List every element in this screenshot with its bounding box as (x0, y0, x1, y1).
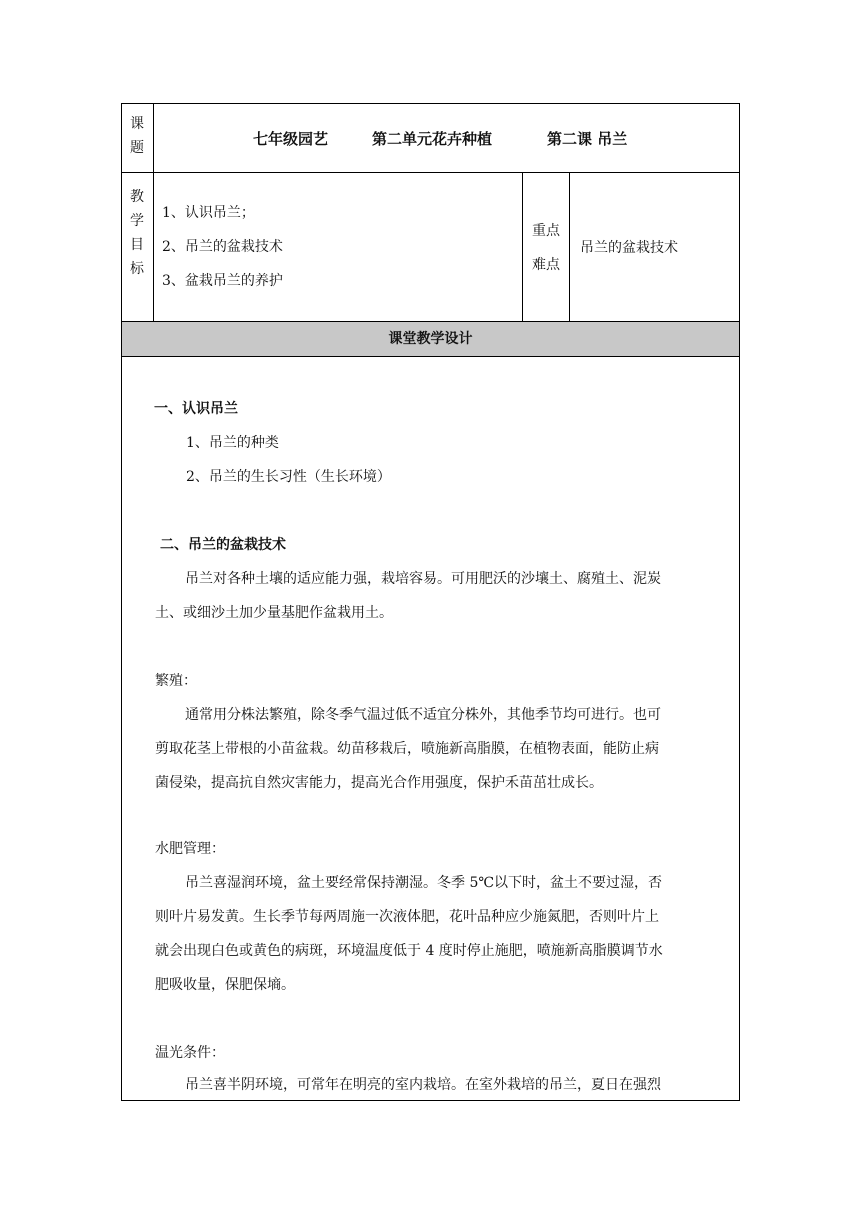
light-line-1: 吊兰喜半阴环境，可常年在明亮的室内栽培。在室外栽培的吊兰，夏日在强烈 (185, 1077, 661, 1093)
section-2-line-1: 吊兰对各种土壤的适应能力强，栽培容易。可用肥沃的沙壤土、腐殖土、泥炭 (185, 571, 661, 587)
table-border-top (121, 103, 740, 104)
title-unit: 第二单元花卉种植 (372, 130, 493, 148)
section-1-item-1: 1、吊兰的种类 (186, 435, 279, 451)
key-label-1: 重点 (532, 223, 560, 239)
section-1-item-2: 2、吊兰的生长习性（生长环境） (186, 469, 391, 485)
table-border-right (739, 103, 740, 1101)
table-border-left (121, 103, 122, 1101)
light-heading: 温光条件： (155, 1045, 225, 1061)
water-heading: 水肥管理： (155, 841, 225, 857)
goal-item-2: 2、吊兰的盆栽技术 (162, 239, 283, 255)
water-line-4: 肥吸收量，保肥保墒。 (155, 977, 295, 993)
table-border-bottom (121, 1100, 740, 1101)
section-2-line-2: 土、或细沙土加少量基肥作盆栽用土。 (155, 605, 393, 621)
propagation-line-1: 通常用分株法繁殖，除冬季气温过低不适宜分株外，其他季节均可进行。也可 (185, 707, 661, 723)
title-lesson: 第二课 吊兰 (547, 130, 628, 148)
water-line-1: 吊兰喜湿润环境，盆土要经常保持潮湿。冬季 5℃以下时，盆土不要过湿，否 (185, 875, 663, 891)
propagation-line-3: 菌侵染，提高抗自然灾害能力，提高光合作用强度，保护禾苗茁壮成长。 (155, 775, 603, 791)
topic-label: 课 题 (130, 116, 144, 156)
propagation-heading: 繁殖： (155, 673, 197, 689)
row-divider-1 (121, 172, 740, 173)
section-2-heading: 二、吊兰的盆栽技术 (160, 537, 286, 553)
col-divider-key-right (569, 172, 570, 321)
title-grade: 七年级园艺 (253, 130, 329, 148)
goals-label: 教 学 目 标 (130, 189, 144, 277)
key-text: 吊兰的盆栽技术 (580, 240, 678, 256)
design-banner: 课堂教学设计 (388, 331, 473, 347)
water-line-3: 就会出现白色或黄色的病斑，环境温度低于 4 度时停止施肥，喷施新高脂膜调节水 (155, 943, 663, 959)
goal-item-3: 3、盆栽吊兰的养护 (162, 273, 283, 289)
col-divider-label (153, 103, 154, 321)
key-label-2: 难点 (532, 257, 560, 273)
col-divider-key-left (522, 172, 523, 321)
section-1-heading: 一、认识吊兰 (154, 401, 238, 417)
propagation-line-2: 剪取花茎上带根的小苗盆栽。幼苗移栽后，喷施新高脂膜，在植物表面，能防止病 (155, 741, 659, 757)
row-divider-3 (121, 356, 740, 357)
goal-item-1: 1、认识吊兰； (162, 205, 255, 221)
water-line-2: 则叶片易发黄。生长季节每两周施一次液体肥，花叶品种应少施氮肥，否则叶片上 (155, 909, 659, 925)
